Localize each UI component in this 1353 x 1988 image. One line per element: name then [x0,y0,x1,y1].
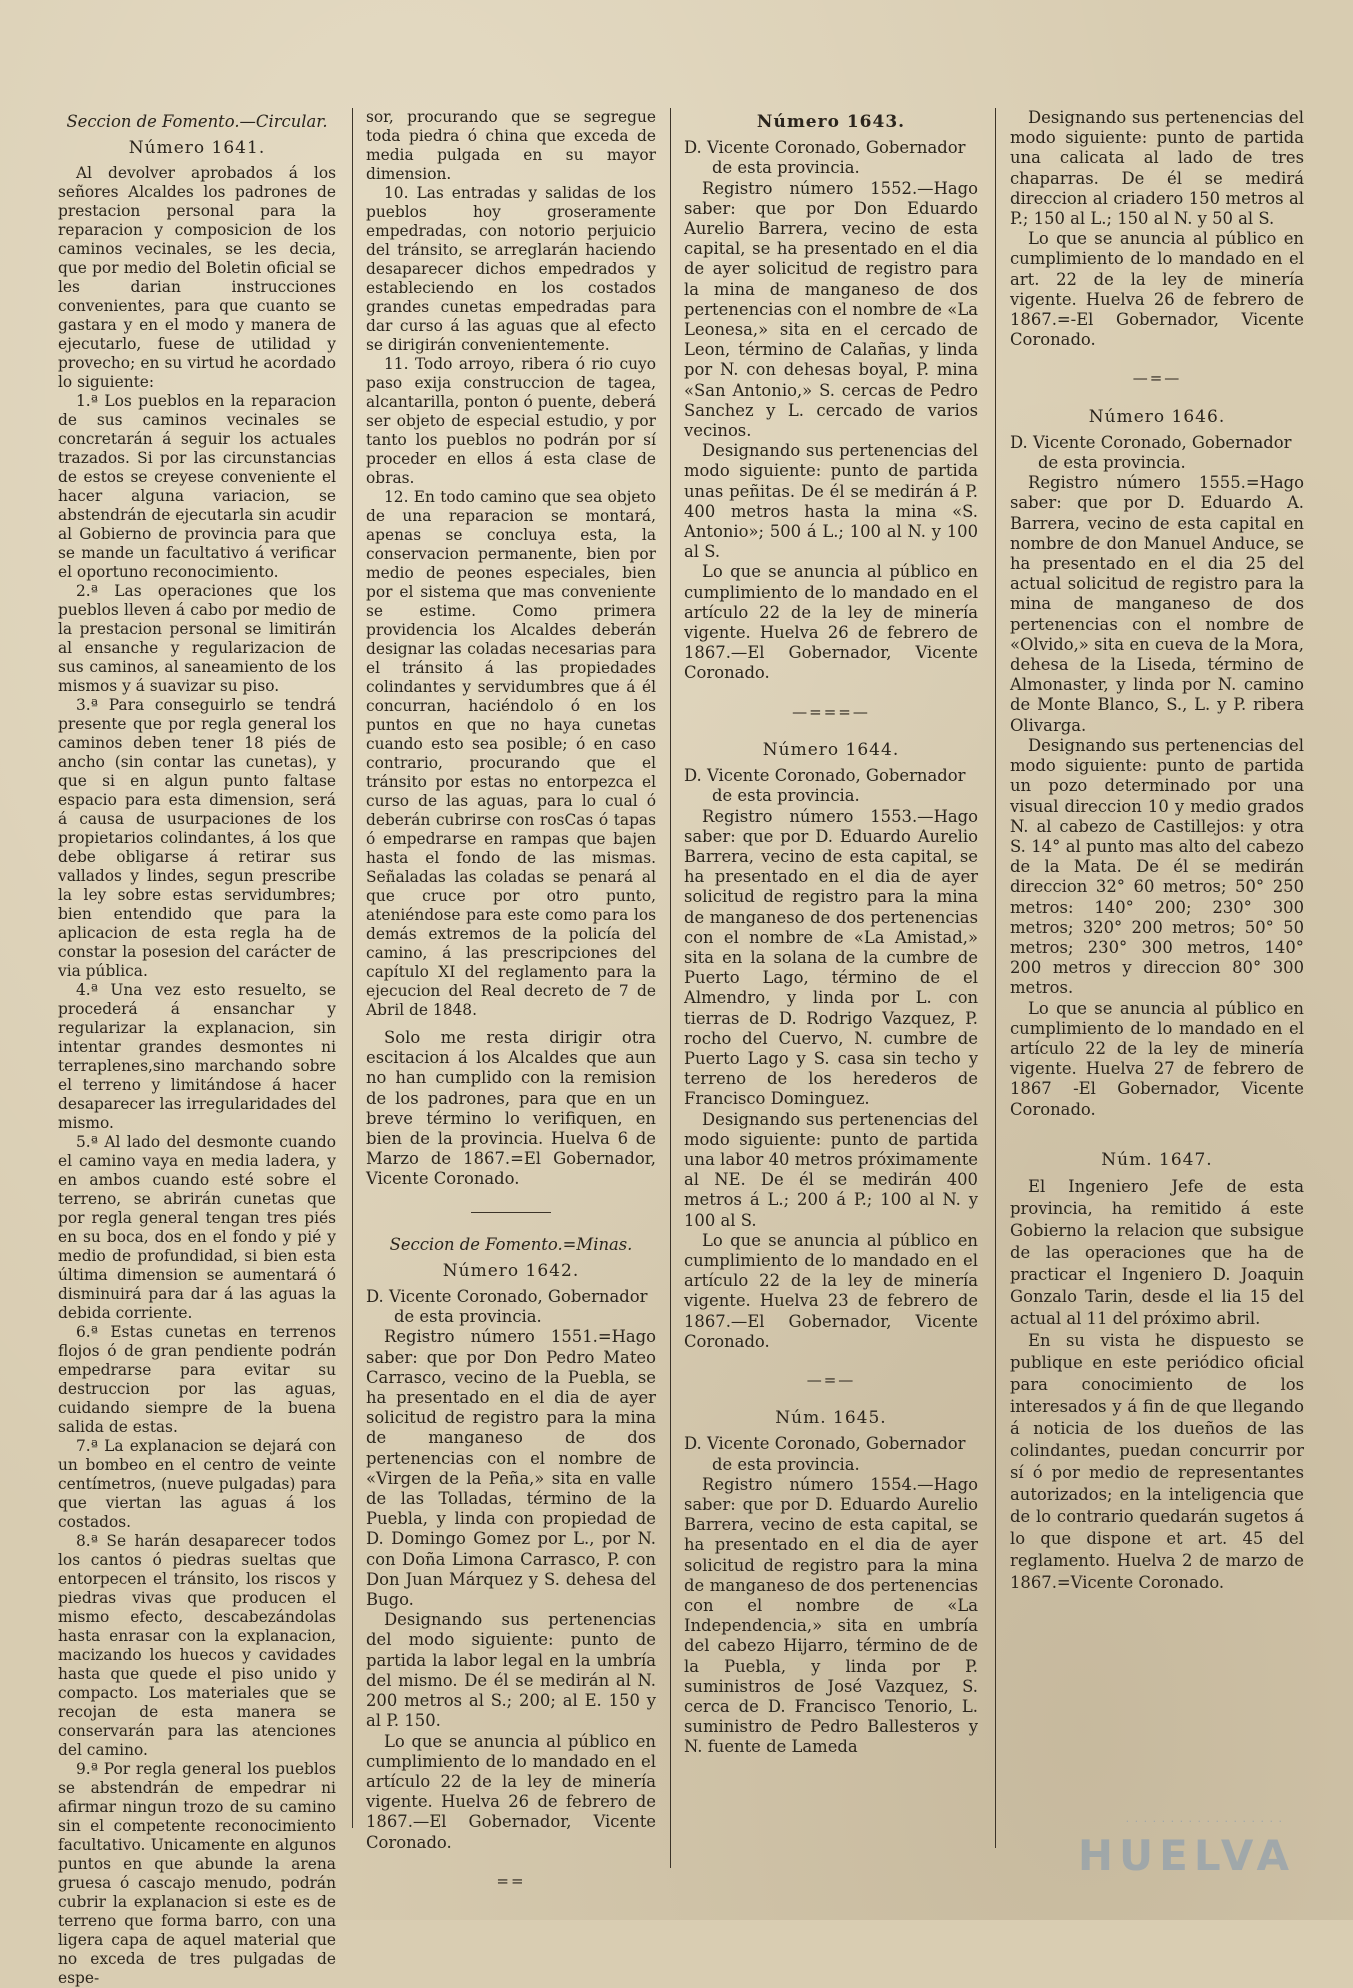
designation-paragraph: Designando sus pertenencias del modo siguiente: punto de partida una calicata al lado de tres chaparras. De él se medirá direccion al criadero 150 metros al P.; 150 al L.; 150 al N. y 50 al S. [1010,108,1304,229]
paragraph: En su vista he dispuesto se publique en este periódico oficial para conocimiento de los interesados y á fin de que llegando á noticia de los dueños de las colindantes, puedan concurrir por sí ó por medio de representantes autorizados; en la inteligencia que de lo contrario quedarán sugetos á lo que dispone et art. 45 del reglamento. Huelva 2 de marzo de 1867.=Vicente Coronado. [1010,1330,1304,1592]
registry-paragraph: Registro número 1554.—Hago saber: que por D. Eduardo Aurelio Barrera, vecino de esta capital, se ha presentado en el dia de ayer solicitud de registro para la mina de manganeso de dos pertenencias con el nombre de «La Independencia,» sita en umbría del cabezo Hijarro, término de de la Puebla, y linda por P. suministros de José Vazquez, S. cerca de D. Francisco Tenorio, L. suministro de Pedro Ballesteros y N. fuente de Lameda [684,1474,978,1757]
announcement-paragraph: Lo que se anuncia al público en cumplimiento de lo mandado en el artículo 22 de la ley de minería vigente. Huelva 26 de febrero de 1867.—El Gobernador, Vicente Coronado. [684,562,978,683]
section-heading: Seccion de Fomento.—Circular. [66,112,328,131]
governor-name: D. Vicente Coronado, Gobernador [684,138,966,158]
notice-number: Número 1643. [756,112,906,132]
announcement-paragraph: Lo que se anuncia al público en cumplimiento de lo mandado en el artículo 22 de la ley de minería vigente. Huelva 23 de febrero de 1867.—El Gobernador, Vicente Coronado. [684,1230,978,1351]
separator: —=— [806,1370,856,1389]
column-2 [366,108,657,1890]
closing-paragraph: Solo me resta dirigir otra escitacion á los Alcaldes que aun no han cumplido con la remision de los padrones, para que en un breve término lo verifiquen, en bien de la provincia. Huelva 6 de Marzo de 1867.=El Gobernador, Vicente Coronado. [366,1028,656,1189]
separator: —===— [792,702,870,721]
designation-paragraph: Designando sus pertenencias del modo siguiente: punto de partida unas peñitas. De él se medirán á P. 400 metros hasta la mina «S. Antonio»; 500 á L.; 100 al N. y 100 al S. [684,441,978,562]
paragraph: 11. Todo arroyo, ribera ó rio cuyo paso exija construccion de tagea, alcantarilla, ponton ó puente, deberá ser objeto de especial estudio, y por tanto los pueblos no podrán por sí proceder en ellos á esta clase de obras. [366,355,657,487]
section-heading: Seccion de Fomento.=Minas. [389,1234,633,1254]
governor-header [366,1287,656,1327]
separator: == [496,1871,526,1890]
governor-title: de esta provincia. [712,158,860,178]
paragraph: 12. En todo camino que sea objeto de una reparacion se montará, apenas se concluya esta, la conservacion permanente, bien por medio de peones especiales, bien por el sistema que mas conveniente se estime. Como primera providencia los Alcaldes deberán designar las coladas necesarias para el tránsito á las propiedades colindantes y servidumbres que á él concurran, haciéndolo ó en los puntos en que no haya cunetas cuando esto sea posible; ó en caso contrario, procurando que el tránsito por estas no entorpezca el curso de las aguas, para lo cual ó deberán cubrirse con rosCas ó tapas ó empedrarse en rampas que bajen hasta el fondo de las mismas. Señaladas las coladas se penará al que cruce por otro punto, ateniéndose para este como para los demás extremos de la policía del camino, á las prescripciones del capítulo XI del reglamento para la ejecucion del Real decreto de 7 de Abril de 1848. [366,488,656,1019]
paragraph: 8.ª Se harán desaparecer todos los cantos ó piedras sueltas que entorpecen el tránsito, los riscos y piedras vivas que producen el mismo efecto, descabezándolas hasta enrasar con la explanacion, macizando los huecos y cavidades hasta que quede el piso unido y compacto. Los materiales que se recojan de esta manera se conservarán para las atenciones del camino. [58,1532,336,1760]
notice-number: Número 1641. [128,138,266,159]
governor-header [1010,433,1304,473]
column-3 [684,108,978,1868]
archive-watermark: HUELVA [1077,1831,1295,1880]
column-1 [58,108,336,1988]
registry-paragraph: Registro número 1555.=Hago saber: que por D. Eduardo A. Barrera, vecino de esta capital en nombre de don Manuel Anduce, se ha presentado en el dia 25 del actual solicitud de registro para la mina de manganeso de dos pertenencias con el nombre de «Olvido,» sita en cueva de la Mora, dehesa de la Liseda, término de Almonaster, y linda por N. camino de Monte Blanco, S., L. y P. ribera Olivarga. [1010,473,1304,735]
separator: —=— [1132,369,1182,388]
column-divider [670,108,671,1868]
announcement-paragraph: Lo que se anuncia al público en cumplimiento de lo mandado en el artículo 22 de la ley de minería vigente. Huelva 26 de febrero de 1867.—El Gobernador, Vicente Coronado. [366,1731,656,1852]
paragraph: Al devolver aprobados á los señores Alcaldes los padrones de prestacion personal para la reparacion y composicion de los caminos vecinales, se les decia, que por medio del Boletin oficial se les darian instrucciones convenientes, para que cuanto se gastara y en el modo y manera de ejecutarlo, fuese de utilidad y provecho; en su virtud he acordado lo siguiente: [58,164,336,392]
notice-number: Número 1642. [442,1260,580,1281]
announcement-paragraph: Lo que se anuncia al público en cumplimiento de lo mandado en el art. 22 de la ley de minería vigente. Huelva 26 de febrero de 1867.=-El Gobernador, Vicente Coronado. [1010,229,1304,350]
notice-number: Núm. 1647. [1101,1149,1213,1170]
governor-title: de esta provincia. [1038,453,1186,473]
governor-name: D. Vicente Coronado, Gobernador [366,1287,648,1307]
paragraph: 5.ª Al lado del desmonte cuando el camino vaya en media ladera, y en ambos cuando esté sobre el terreno, se abrirán cunetas que por regla general tengan tres piés en su boca, dos en el fondo y pié y medio de profundidad, si bien esta última dimension se aumentará ó disminuirá para dar á las aguas la debida corriente. [58,1133,336,1323]
notice-number: Núm. 1645. [775,1408,887,1429]
paragraph: 10. Las entradas y salidas de los pueblos hoy groseramente empedradas, con notorio perjuicio del tránsito, se arreglarán haciendo desaparecer dichos empedrados y estableciendo en los costados grandes cunetas empedradas para dar curso á las aguas que al efecto se dirigirán convenientemente. [366,184,656,354]
paragraph: 1.ª Los pueblos en la reparacion de sus caminos vecinales se concretarán á seguir los actuales trazados. Si por las circunstancias de estos se creyese conveniente el hacer alguna variacion, se abstendrán de ejecutarla sin acudir al Gobierno de provincia para que se mande un facultativo á verificar el oportuno reconocimiento. [58,392,336,582]
notice-number: Número 1646. [1088,406,1226,427]
paragraph: 4.ª Una vez esto resuelto, se procederá á ensanchar y regularizar la explanacion, sin intentar grandes desmontes ni terraplenes,sino marchando sobre el terreno y limitándose á hacer desaparecer las irregularidades del mismo. [58,981,336,1133]
column-4 [1010,108,1304,1868]
paragraph: 7.ª La explanacion se dejará con un bombeo en el centro de veinte centímetros, (nueve pulgadas) para que viertan las aguas á los costados. [58,1437,336,1532]
designation-paragraph: Designando sus pertenencias del modo siguiente: punto de partida un pozo determinado por una visual direccion 10 y medio grados N. al cabezo de Castillejos: y otra S. 14° al punto mas alto del cabezo de la Mata. De él se medirán direccion 32° 60 metros; 50° 250 metros: 140° 200; 230° 300 metros; 320° 200 metros; 50° 50 metros; 230° 300 metros, 140° 200 metros y direccion 80° 300 metros. [1010,735,1304,998]
governor-name: D. Vicente Coronado, Gobernador [1010,432,1292,452]
designation-paragraph: Designando sus pertenencias del modo siguiente: punto de partida una labor 40 metros próximamente al NE. De él se medirán 400 metros á L.; 200 á P.; 100 al N. y 100 al S. [684,1109,978,1230]
registry-paragraph: Registro número 1552.—Hago saber: que por Don Eduardo Aurelio Barrera, vecino de esta capital, se ha presentado en el dia de ayer solicitud de registro para la mina de manganeso de dos pertenencias con el nombre de «La Leonesa,» sita en el cercado de Leon, término de Calañas, y linda por N. con dehesas boyal, P. mina «San Antonio,» S. cercas de Pedro Sanchez y L. cercado de varios vecinos. [684,178,978,441]
registry-paragraph: Registro número 1553.—Hago saber: que por D. Eduardo Aurelio Barrera, vecino de esta capital, se ha presentado en el dia de ayer solicitud de registro para la mina de manganeso de dos pertenencias con el nombre de «La Amistad,» sita en la solana de la cumbre de Puerto Lago, término de el Almendro, y linda por L. con tierras de D. Rodrigo Vazquez, P. rocho del Cuervo, N. cumbre de Puerto Lago y S. casa sin techo y terreno de los herederos de Francisco Dominguez. [684,806,978,1109]
governor-header [684,1434,978,1474]
paragraph: El Ingeniero Jefe de esta provincia, ha remitido á este Gobierno la relacion que subsigue de las operaciones que ha de practicar el Ingeniero D. Joaquin Gonzalo Tarin, desde el lia 15 del actual al 11 del próximo abril. [1010,1176,1304,1328]
announcement-paragraph: Lo que se anuncia al público en cumplimiento de lo mandado en el artículo 22 de la ley de minería vigente. Huelva 27 de febrero de 1867 -El Gobernador, Vicente Coronado. [1010,998,1304,1119]
watermark-subtext: · · · · · · · · · · · · · · · · · · [1125,1815,1283,1828]
governor-title: de esta provincia. [712,786,860,806]
notice-number: Número 1644. [762,739,900,760]
column-divider [352,108,353,1828]
paragraph: 6.ª Estas cunetas en terrenos flojos ó de gran pendiente podrán empedrarse para evitar su destruccion por las aguas, cuidando siempre de la buena salida de estas. [58,1323,336,1437]
paragraph: 2.ª Las operaciones que los pueblos lleven á cabo por medio de la prestacion personal se limitirán al ensanche y regularizacion de sus caminos, al saneamiento de los mismos y á suavizar su piso. [58,582,336,696]
governor-title: de esta provincia. [394,1307,542,1327]
designation-paragraph: Designando sus pertenencias del modo siguiente: punto de partida la labor legal en la umbría del mismo. De él se medirán al N. 200 metros al S.; 200; al E. 150 y al P. 150. [366,1610,656,1731]
paragraph: 3.ª Para conseguirlo se tendrá presente que por regla general los caminos deben tener 18 piés de ancho (sin contar las cunetas), y que si en algun punto faltase espacio para esta dimension, será á causa de usurpaciones de los propietarios colindantes, á los que debe obligarse á retirar sus vallados y lindes, segun prescribe la ley sobre estas servidumbres; bien entendido que para la aplicacion de esta regla ha de constar la posesion del carácter de via pública. [58,696,336,981]
short-divider [471,1212,551,1213]
registry-paragraph: Registro número 1551.=Hago saber: que por Don Pedro Mateo Carrasco, vecino de la Puebla, se ha presentado en el dia de ayer solicitud de registro para la mina de manganeso de dos pertenencias con el nombre de «Virgen de la Peña,» sita en valle de las Tolladas, término de la Puebla, y linda con propiedad de D. Domingo Gomez por L., por N. con Doña Limona Carrasco, P. con Don Juan Márquez y S. dehesa del Bugo. [366,1327,656,1610]
governor-header [684,766,978,806]
column-divider [995,108,996,1848]
paragraph: 9.ª Por regla general los pueblos se abstendrán de empedrar ni afirmar ningun trozo de su camino sin el competente reconocimiento facultativo. Unicamente en algunos puntos en que abunde la arena gruesa ó cascajo menudo, podrán cubrir la explanacion si este es de terreno que forma barro, con una ligera capa de aquel material que no exceda de tres pulgadas de espe- [58,1760,336,1988]
governor-name: D. Vicente Coronado, Gobernador [684,766,966,786]
paragraph: sor, procurando que se segregue toda piedra ó china que exceda de media pulgada en su mayor dimension. [366,108,656,183]
governor-header [684,138,978,178]
governor-title: de esta provincia. [712,1454,860,1474]
governor-name: D. Vicente Coronado, Gobernador [684,1434,966,1454]
